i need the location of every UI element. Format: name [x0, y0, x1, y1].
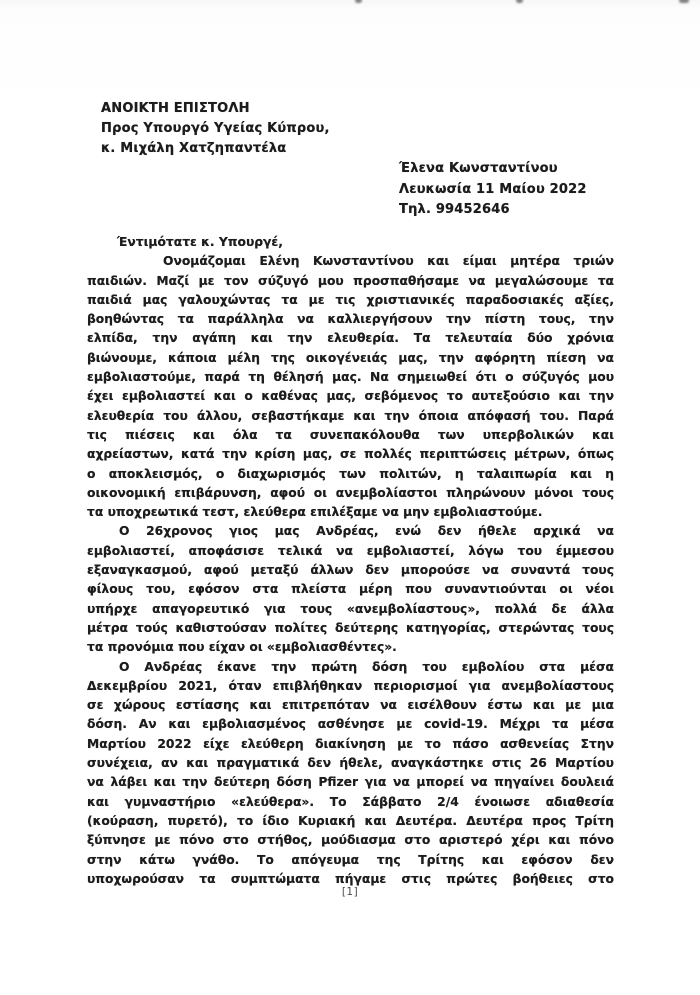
letter-title: ΑΝΟΙΚΤΗ ΕΠΙΣΤΟΛΗ [101, 101, 250, 116]
letter-header [101, 99, 330, 159]
body-line: τα προνόμια που είχαν οι «εμβολιασθέντες». [87, 640, 397, 655]
sender-block [399, 159, 587, 221]
body-line: τα υποχρεωτικά τεστ, ελεύθερα επιλέξαμε να μην εμβολιαστούμε. [87, 505, 543, 520]
body-line: ο αποκλεισμός, ο διαχωρισμός των πολιτών, η ταλαιπωρία και η [87, 466, 614, 481]
recipient-line: Προς Υπουργό Υγείας Κύπρου, [101, 121, 330, 136]
scan-artifact [679, 0, 689, 3]
body-line: Ονομάζομαι Ελένη Κωνσταντίνου και είμαι μητέρα τριών [163, 254, 614, 269]
body-line: βοηθώντας τα παράλληλα να καλλιεργήσουν την πίστη τους, την [87, 312, 614, 327]
sender-place-date: Λευκωσία 11 Μαίου 2022 [399, 181, 587, 197]
scan-artifact [355, 0, 362, 3]
body-line: και γυμναστήριο «ελεύθερα». Το Σάββατο 2/4 ένοιωσε αδιαθεσία [87, 794, 614, 809]
body-line: Δεκεμβρίου 2021, όταν επιβλήθηκαν περιορισμοί για ανεμβολίαστους [87, 678, 614, 693]
sender-name: Έλενα Κωνσταντίνου [399, 161, 558, 176]
body-line: υπήρχε απαγορευτικό για τους «ανεμβολίαστους», πολλά δε άλλα [87, 601, 614, 616]
scan-artifact [516, 0, 523, 3]
body-line: αχρείαστων, κατά την κρίση μας, σε πολλές περιπτώσεις μέτρων, όπως [87, 447, 614, 462]
body-line: εμβολιαστούμε, παρά τη θέλησή μας. Να σημειωθεί ότι ο σύζυγός μου [87, 370, 614, 385]
body-line: εμβολιαστεί, αποφάσισε τελικά να εμβολιαστεί, λόγω του έμμεσου [87, 543, 614, 558]
body-line: έχει εμβολιαστεί και ο καθένας μας, σεβόμενος το αυτεξούσιο και την [87, 389, 614, 404]
body-line: στην κάτω γνάθο. Το απόγευμα της Τρίτης και εφόσον δεν [87, 852, 614, 867]
body-line: παιδιά μας γαλουχώντας τα με τις χριστιανικές παραδοσιακές αξίες, [87, 292, 614, 307]
body-line: (κούραση, πυρετό), το ίδιο Κυριακή και Δευτέρα. Δευτέρα προς Τρίτη [87, 813, 614, 828]
body-line: ελπίδα, την αγάπη και την ελευθερία. Τα τελευταία δύο χρόνια [87, 331, 614, 346]
body-line: εξαναγκασμού, αφού μεταξύ άλλων δεν μπορούσε να συναντά τους [87, 563, 614, 578]
body-line: συνέχεια, αν και πραγματικά δεν ήθελε, αναγκάστηκε στις 26 Μαρτίου [87, 756, 614, 771]
body-line: Ο Ανδρέας έκανε την πρώτη δόση του εμβολίου στα μέσα [119, 659, 614, 674]
body-line: υποχωρούσαν τα συμπτώματα πήγαμε στις πρώτες βοήθειες στο [87, 871, 614, 886]
sender-phone: Τηλ. 99452646 [399, 202, 510, 217]
body-line: τις πιέσεις και όλα τα συνεπακόλουθα των υπερβολικών και [87, 427, 614, 442]
body-line: ξύπνησε με πόνο στο στήθος, μούδιασμα στο αριστερό χέρι και πόνο [87, 833, 614, 848]
body-line: μέτρα τούς καθιστούσαν πολίτες δεύτερης κατηγορίας, στερώντας τους [87, 620, 614, 635]
body-line: δόση. Αν και εμβολιασμένος ασθένησε με covid-19. Μέχρι τα μέσα [87, 717, 614, 732]
body-line: να λάβει και την δεύτερη δόση Pfizer για να μπορεί να πηγαίνει δουλειά [87, 775, 614, 790]
body-line: Μαρτίου 2022 είχε ελεύθερη διακίνηση με το πάσο ασθενείας Στην [87, 736, 614, 751]
body-line: φίλους του, εφόσον στα πλείστα μέρη που συναντιούνται οι νέοι [87, 582, 614, 597]
letter-body [87, 233, 614, 889]
salutation-line: Έντιμότατε κ. Υπουργέ, [117, 235, 283, 249]
page-number: [1] [341, 886, 359, 898]
body-line: ελευθερία του άλλου, σεβαστήκαμε και την όποια απόφασή του. Παρά [87, 408, 614, 423]
body-line: παιδιών. Μαζί με τον σύζυγό μου προσπαθήσαμε να μεγαλώσουμε τα [87, 273, 614, 288]
body-line: οικονομική επιβάρυνση, αφού οι ανεμβολίαστοι πληρώνουν μόνοι τους [87, 485, 614, 500]
recipient-line: κ. Μιχάλη Χατζηπαντέλα [101, 141, 287, 156]
body-line: βιώνουμε, κάποια μέλη της οικογένειάς μας, την αφόρητη πίεση να [87, 350, 614, 365]
body-line: σε χώρους εστίασης και επιτρεπόταν να εισέλθουν έστω και με μια [87, 698, 614, 713]
body-line: Ο 26χρονος γιος μας Ανδρέας, ενώ δεν ήθελε αρχικά να [119, 524, 614, 539]
